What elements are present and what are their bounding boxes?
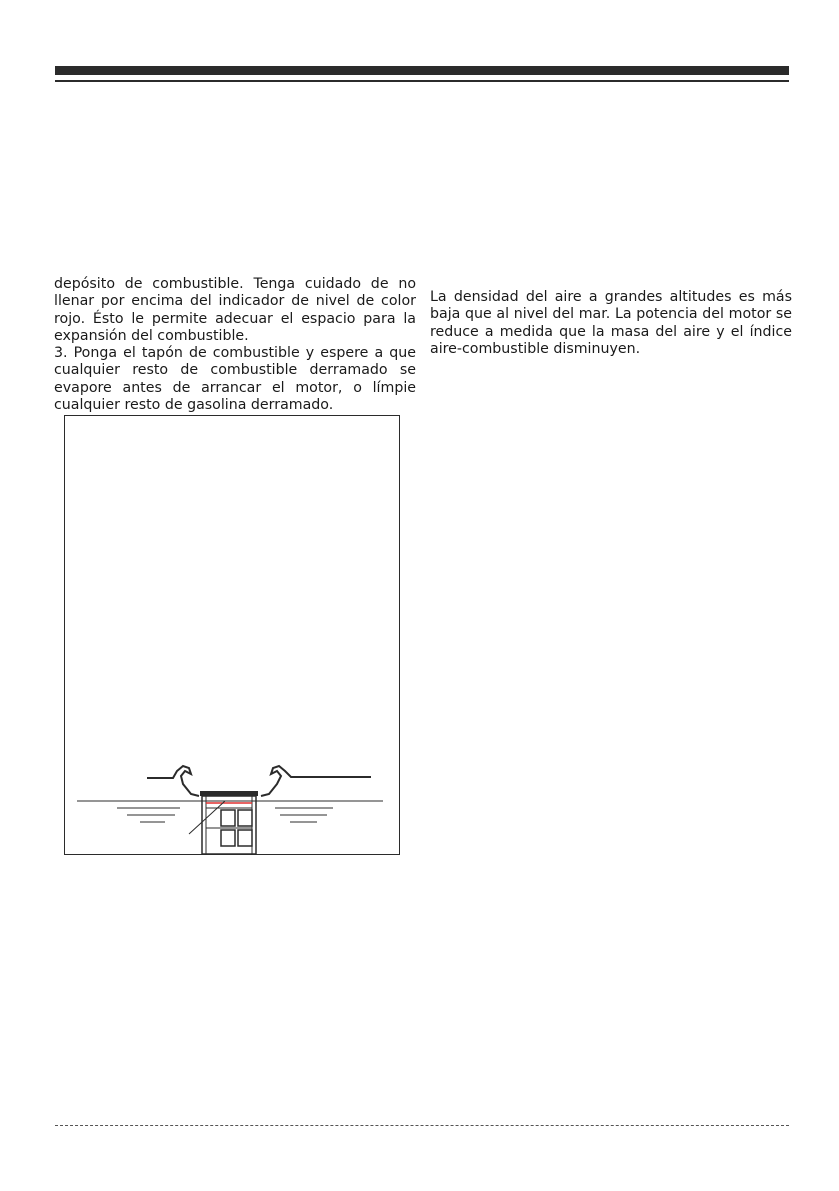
header-rule: [55, 80, 789, 82]
right-column: [430, 289, 792, 358]
pointer-line: [189, 801, 225, 834]
strainer-cell: [238, 810, 252, 826]
strainer-cell: [238, 830, 252, 846]
fuel-tank-figure: [64, 415, 400, 855]
strainer-cell: [221, 830, 235, 846]
tank-outline-right: [261, 766, 371, 796]
tank-outline-left: [147, 766, 199, 796]
strainer-cell: [221, 810, 235, 826]
header-bar: [55, 66, 789, 75]
paragraph-step-3: 3. Ponga el tapón de combustible y espere a que cualquier resto de combustible derramado se evapore antes de arrancar el motor, o límpie cualquier resto de gasolina derramado.: [54, 345, 416, 414]
paragraph-fuel-fill: depósito de combustible. Tenga cuidado de no llenar por encima del indicador de nivel de color rojo. Ésto le permite adecuar el espacio para la expansión del combustible.: [54, 276, 416, 344]
paragraph-altitude: La densidad del aire a grandes altitudes es más baja que al nivel del mar. La potencia del motor se reduce a medida que la masa del aire y el índice aire-combustible disminuyen.: [430, 289, 792, 357]
left-column: [54, 276, 416, 414]
fuel-tank-illustration: [65, 416, 401, 856]
footer-rule: [55, 1125, 789, 1126]
